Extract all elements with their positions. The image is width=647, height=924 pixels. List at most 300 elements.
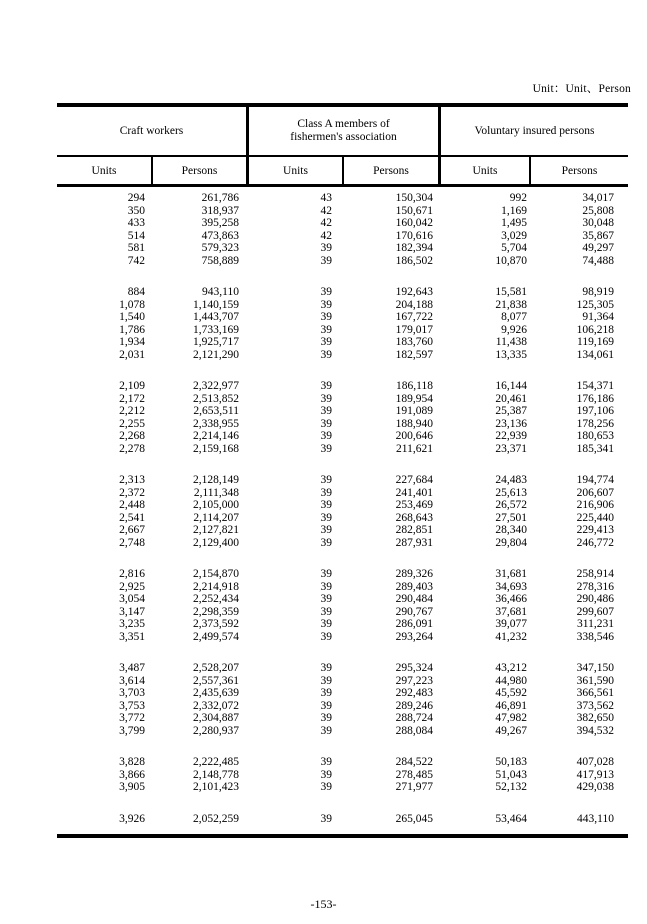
- table-row: [57, 712, 628, 725]
- column-group-label: Craft workers: [119, 124, 184, 137]
- row-group: [57, 286, 628, 361]
- column-group-label: Voluntary insured persons: [474, 124, 595, 137]
- cell-craft-units: 2,031: [119, 348, 145, 361]
- table-row: [57, 418, 628, 431]
- cell-craft-persons: 2,252,434: [193, 593, 239, 605]
- table-row: [57, 631, 628, 644]
- cell-craft-units: 3,828: [119, 756, 145, 768]
- cell-fishermen-units: 39: [320, 430, 332, 442]
- cell-fishermen-persons: 271,977: [395, 781, 433, 793]
- cell-voluntary-units: 43,212: [495, 662, 527, 674]
- table-row: [57, 443, 628, 456]
- cell-craft-units: 2,212: [119, 405, 145, 417]
- cell-fishermen-units: 39: [320, 687, 332, 699]
- cell-voluntary-persons: 206,607: [576, 486, 614, 499]
- cell-fishermen-persons: 284,522: [395, 756, 433, 768]
- cell-voluntary-persons: 35,867: [582, 229, 614, 242]
- row-group: [57, 380, 628, 455]
- table-row: [57, 769, 628, 782]
- cell-voluntary-units: 36,466: [495, 593, 527, 605]
- cell-voluntary-persons: 290,486: [576, 593, 614, 605]
- cell-fishermen-persons: 192,643: [395, 286, 433, 298]
- cell-craft-persons: 2,653,511: [193, 405, 239, 417]
- cell-voluntary-persons: 216,906: [576, 499, 614, 511]
- cell-fishermen-persons: 287,931: [395, 536, 433, 549]
- cell-craft-persons: 2,528,207: [193, 662, 239, 674]
- cell-craft-persons: 2,105,000: [193, 499, 239, 511]
- unit-note: Unit：Unit、Person: [532, 83, 631, 95]
- table-row: [57, 581, 628, 594]
- cell-craft-units: 2,313: [119, 474, 145, 486]
- cell-voluntary-persons: 176,186: [576, 392, 614, 405]
- cell-fishermen-units: 39: [320, 348, 332, 361]
- cell-craft-persons: 2,148,778: [193, 768, 239, 781]
- cell-craft-persons: 2,557,361: [193, 674, 239, 687]
- cell-voluntary-persons: 225,440: [576, 511, 614, 524]
- cell-voluntary-units: 25,387: [495, 405, 527, 417]
- cell-fishermen-units: 39: [320, 781, 332, 793]
- cell-voluntary-persons: 98,919: [582, 286, 614, 298]
- cell-fishermen-units: 39: [320, 605, 332, 618]
- cell-voluntary-units: 28,340: [495, 524, 527, 536]
- cell-craft-persons: 2,373,592: [193, 618, 239, 630]
- cell-voluntary-persons: 178,256: [576, 417, 614, 430]
- cell-voluntary-persons: 49,297: [582, 242, 614, 254]
- table-row: [57, 537, 628, 550]
- cell-voluntary-units: 9,926: [501, 323, 527, 336]
- cell-voluntary-persons: 382,650: [576, 712, 614, 724]
- cell-fishermen-units: 39: [320, 254, 332, 267]
- table-row: [57, 324, 628, 337]
- cell-craft-persons: 943,110: [202, 286, 239, 298]
- table-row: [57, 217, 628, 230]
- cell-craft-units: 2,172: [119, 392, 145, 405]
- cell-craft-persons: 2,127,821: [193, 524, 239, 536]
- column-group-craft-workers: [57, 107, 249, 155]
- cell-craft-units: 1,786: [119, 323, 145, 336]
- cell-voluntary-units: 23,371: [495, 442, 527, 455]
- cell-voluntary-units: 20,461: [495, 392, 527, 405]
- cell-fishermen-persons: 183,760: [395, 336, 433, 348]
- cell-craft-units: 3,054: [119, 593, 145, 605]
- cell-voluntary-persons: 229,413: [576, 524, 614, 536]
- cell-fishermen-persons: 265,045: [395, 812, 433, 825]
- cell-fishermen-persons: 189,954: [395, 392, 433, 405]
- table-row: [57, 405, 628, 418]
- cell-voluntary-units: 11,438: [495, 336, 527, 348]
- cell-fishermen-persons: 286,091: [395, 618, 433, 630]
- table-row: [57, 255, 628, 268]
- cell-craft-persons: 318,937: [201, 204, 239, 217]
- cell-voluntary-persons: 407,028: [576, 756, 614, 768]
- cell-craft-units: 2,255: [119, 417, 145, 430]
- cell-fishermen-units: 39: [320, 298, 332, 311]
- cell-fishermen-persons: 282,851: [395, 524, 433, 536]
- cell-craft-units: 433: [127, 217, 145, 229]
- cell-fishermen-units: 39: [320, 768, 332, 781]
- table-row: [57, 380, 628, 393]
- cell-craft-persons: 758,889: [201, 254, 239, 267]
- table-row: [57, 192, 628, 205]
- cell-fishermen-persons: 186,502: [395, 254, 433, 267]
- cell-craft-units: 1,540: [119, 311, 145, 323]
- cell-craft-units: 3,235: [119, 618, 145, 630]
- cell-craft-persons: 2,101,423: [193, 781, 239, 793]
- cell-voluntary-units: 15,581: [495, 286, 527, 298]
- row-group: [57, 756, 628, 794]
- cell-fishermen-units: 42: [320, 204, 332, 217]
- table-row: [57, 430, 628, 443]
- cell-craft-persons: 2,214,918: [193, 580, 239, 593]
- table-row: [57, 675, 628, 688]
- cell-voluntary-units: 31,681: [495, 568, 527, 580]
- cell-craft-persons: 473,863: [201, 229, 239, 242]
- table-row: [57, 349, 628, 362]
- cell-voluntary-units: 29,804: [495, 536, 527, 549]
- cell-craft-persons: 2,222,485: [193, 756, 239, 768]
- page-number: -153-: [310, 897, 337, 911]
- cell-craft-units: 3,926: [119, 812, 145, 825]
- cell-voluntary-units: 47,982: [495, 712, 527, 724]
- cell-voluntary-units: 41,232: [495, 630, 527, 643]
- cell-voluntary-units: 26,572: [495, 499, 527, 511]
- cell-voluntary-persons: 361,590: [576, 674, 614, 687]
- cell-fishermen-persons: 179,017: [395, 323, 433, 336]
- cell-fishermen-persons: 191,089: [395, 405, 433, 417]
- cell-fishermen-persons: 293,264: [395, 630, 433, 643]
- cell-craft-units: 3,351: [119, 630, 145, 643]
- cell-voluntary-persons: 134,061: [576, 348, 614, 361]
- cell-voluntary-units: 53,464: [495, 812, 527, 825]
- cell-craft-units: 3,799: [119, 724, 145, 737]
- cell-fishermen-units: 39: [320, 442, 332, 455]
- cell-craft-persons: 2,338,955: [193, 417, 239, 430]
- cell-fishermen-persons: 288,084: [395, 724, 433, 737]
- cell-craft-persons: 2,435,639: [193, 687, 239, 699]
- cell-fishermen-units: 39: [320, 618, 332, 630]
- cell-fishermen-units: 39: [320, 812, 332, 825]
- cell-craft-persons: 2,111,348: [193, 486, 239, 499]
- cell-fishermen-units: 39: [320, 392, 332, 405]
- cell-craft-persons: 1,443,707: [193, 311, 239, 323]
- table-row: [57, 487, 628, 500]
- cell-voluntary-persons: 125,305: [576, 298, 614, 311]
- cell-fishermen-persons: 253,469: [395, 499, 433, 511]
- statistics-table: [57, 103, 628, 838]
- cell-fishermen-units: 39: [320, 593, 332, 605]
- cell-voluntary-persons: 34,017: [582, 192, 614, 204]
- cell-voluntary-units: 25,613: [495, 486, 527, 499]
- cell-voluntary-units: 1,169: [501, 204, 527, 217]
- cell-voluntary-units: 34,693: [495, 580, 527, 593]
- cell-voluntary-units: 13,335: [495, 348, 527, 361]
- table-row: [57, 725, 628, 738]
- cell-voluntary-persons: 366,561: [576, 687, 614, 699]
- cell-voluntary-units: 21,838: [495, 298, 527, 311]
- cell-voluntary-units: 45,592: [495, 687, 527, 699]
- cell-fishermen-persons: 204,188: [395, 298, 433, 311]
- table-row: [57, 756, 628, 769]
- cell-craft-persons: 2,128,149: [193, 474, 239, 486]
- cell-fishermen-units: 39: [320, 630, 332, 643]
- cell-fishermen-units: 39: [320, 511, 332, 524]
- cell-fishermen-persons: 290,484: [395, 593, 433, 605]
- table-row: [57, 205, 628, 218]
- cell-craft-persons: 1,733,169: [193, 323, 239, 336]
- cell-voluntary-units: 49,267: [495, 724, 527, 737]
- cell-voluntary-persons: 246,772: [576, 536, 614, 549]
- cell-craft-persons: 2,322,977: [193, 380, 239, 392]
- cell-craft-units: 884: [127, 286, 145, 298]
- cell-fishermen-persons: 288,724: [395, 712, 433, 724]
- cell-fishermen-units: 43: [320, 192, 332, 204]
- cell-voluntary-units: 51,043: [495, 768, 527, 781]
- cell-voluntary-units: 16,144: [495, 380, 527, 392]
- column-group-label-line1: Class A members of: [297, 118, 390, 130]
- table-row: [57, 781, 628, 794]
- row-group: [57, 662, 628, 737]
- cell-voluntary-units: 22,939: [495, 430, 527, 442]
- cell-fishermen-units: 42: [320, 217, 332, 229]
- cell-fishermen-persons: 150,304: [395, 192, 433, 204]
- cell-voluntary-units: 5,704: [501, 242, 527, 254]
- cell-fishermen-persons: 182,394: [395, 242, 433, 254]
- cell-craft-units: 2,748: [119, 536, 145, 549]
- row-group: [57, 568, 628, 643]
- cell-craft-persons: 2,304,887: [193, 712, 239, 724]
- cell-craft-persons: 261,786: [201, 192, 239, 204]
- cell-fishermen-units: 39: [320, 311, 332, 323]
- table-row: [57, 568, 628, 581]
- table-row: [57, 512, 628, 525]
- cell-voluntary-units: 24,483: [495, 474, 527, 486]
- row-group: [57, 192, 628, 267]
- cell-craft-units: 3,147: [119, 605, 145, 618]
- cell-voluntary-units: 3,029: [501, 229, 527, 242]
- table-row: [57, 662, 628, 675]
- cell-fishermen-units: 39: [320, 674, 332, 687]
- cell-craft-units: 3,772: [119, 712, 145, 724]
- cell-fishermen-units: 39: [320, 662, 332, 674]
- cell-craft-units: 2,448: [119, 499, 145, 511]
- cell-craft-persons: 1,925,717: [193, 336, 239, 348]
- cell-voluntary-persons: 25,808: [582, 204, 614, 217]
- cell-fishermen-persons: 160,042: [395, 217, 433, 229]
- table-row: [57, 687, 628, 700]
- cell-fishermen-units: 39: [320, 499, 332, 511]
- cell-craft-persons: 2,154,870: [193, 568, 239, 580]
- table-row: [57, 618, 628, 631]
- cell-voluntary-persons: 91,364: [582, 311, 614, 323]
- cell-voluntary-persons: 299,607: [576, 605, 614, 618]
- cell-craft-units: 2,109: [119, 380, 145, 392]
- cell-craft-persons: 2,332,072: [193, 699, 239, 712]
- table-row: [57, 393, 628, 406]
- cell-fishermen-persons: 290,767: [395, 605, 433, 618]
- cell-voluntary-persons: 429,038: [576, 781, 614, 793]
- cell-voluntary-units: 992: [509, 192, 527, 204]
- cell-fishermen-units: 39: [320, 380, 332, 392]
- cell-voluntary-persons: 194,774: [576, 474, 614, 486]
- column-group-fishermen-association: [249, 107, 441, 155]
- cell-craft-units: 3,866: [119, 768, 145, 781]
- table-row: [57, 242, 628, 255]
- cell-craft-units: 294: [127, 192, 145, 204]
- cell-voluntary-units: 8,077: [501, 311, 527, 323]
- cell-craft-persons: 2,214,146: [193, 430, 239, 442]
- cell-craft-units: 514: [127, 229, 145, 242]
- cell-voluntary-persons: 197,106: [576, 405, 614, 417]
- cell-craft-persons: 2,513,852: [193, 392, 239, 405]
- cell-fishermen-persons: 292,483: [395, 687, 433, 699]
- cell-craft-persons: 2,280,937: [193, 724, 239, 737]
- table-body: [57, 184, 628, 834]
- cell-craft-units: 3,703: [119, 687, 145, 699]
- cell-fishermen-units: 42: [320, 229, 332, 242]
- table-subheaders: [57, 155, 628, 184]
- cell-craft-persons: 2,129,400: [193, 536, 239, 549]
- cell-fishermen-units: 39: [320, 712, 332, 724]
- cell-fishermen-units: 39: [320, 486, 332, 499]
- table-row: [57, 299, 628, 312]
- cell-craft-units: 2,925: [119, 580, 145, 593]
- cell-craft-persons: 2,121,290: [193, 348, 239, 361]
- cell-voluntary-persons: 258,914: [576, 568, 614, 580]
- cell-fishermen-units: 39: [320, 286, 332, 298]
- column-group-voluntary-insured: [441, 107, 628, 155]
- cell-craft-units: 2,278: [119, 442, 145, 455]
- cell-voluntary-persons: 417,913: [576, 768, 614, 781]
- cell-craft-persons: 2,114,207: [193, 511, 239, 524]
- cell-voluntary-persons: 443,110: [577, 812, 614, 825]
- subheader-craft-units: Units: [57, 157, 153, 184]
- cell-voluntary-units: 50,183: [495, 756, 527, 768]
- cell-craft-persons: 2,499,574: [193, 630, 239, 643]
- table-header-groups: [57, 107, 628, 155]
- cell-craft-persons: 2,298,359: [193, 605, 239, 618]
- subheader-fishermen-units: Units: [249, 157, 344, 184]
- cell-fishermen-persons: 186,118: [396, 380, 433, 392]
- cell-fishermen-units: 39: [320, 405, 332, 417]
- cell-fishermen-persons: 289,403: [395, 580, 433, 593]
- cell-craft-units: 3,614: [119, 674, 145, 687]
- cell-voluntary-units: 23,136: [495, 417, 527, 430]
- cell-craft-persons: 2,052,259: [193, 812, 239, 825]
- cell-craft-units: 2,667: [119, 524, 145, 536]
- cell-craft-persons: 2,159,168: [193, 442, 239, 455]
- table-row: [57, 813, 628, 826]
- row-group: [57, 474, 628, 549]
- cell-fishermen-units: 39: [320, 536, 332, 549]
- cell-fishermen-persons: 170,616: [395, 229, 433, 242]
- cell-voluntary-persons: 119,169: [577, 336, 614, 348]
- subheader-voluntary-units: Units: [441, 157, 531, 184]
- table-row: [57, 230, 628, 243]
- cell-fishermen-persons: 295,324: [395, 662, 433, 674]
- cell-craft-persons: 395,258: [201, 217, 239, 229]
- cell-voluntary-persons: 311,231: [577, 618, 614, 630]
- cell-fishermen-persons: 167,722: [395, 311, 433, 323]
- table-row: [57, 311, 628, 324]
- cell-voluntary-units: 44,980: [495, 674, 527, 687]
- cell-fishermen-units: 39: [320, 474, 332, 486]
- table-row: [57, 474, 628, 487]
- cell-voluntary-persons: 347,150: [576, 662, 614, 674]
- cell-fishermen-units: 39: [320, 336, 332, 348]
- cell-voluntary-units: 10,870: [495, 254, 527, 267]
- subheader-fishermen-persons: Persons: [344, 157, 441, 184]
- table-row: [57, 606, 628, 619]
- cell-voluntary-persons: 30,048: [582, 217, 614, 229]
- cell-voluntary-units: 1,495: [501, 217, 527, 229]
- table-row: [57, 700, 628, 713]
- cell-fishermen-units: 39: [320, 580, 332, 593]
- cell-voluntary-persons: 373,562: [576, 699, 614, 712]
- table-row: [57, 593, 628, 606]
- cell-fishermen-persons: 227,684: [395, 474, 433, 486]
- cell-fishermen-units: 39: [320, 524, 332, 536]
- cell-craft-persons: 1,140,159: [193, 298, 239, 311]
- cell-craft-units: 1,078: [119, 298, 145, 311]
- table-row: [57, 524, 628, 537]
- cell-fishermen-units: 39: [320, 724, 332, 737]
- cell-craft-units: 3,905: [119, 781, 145, 793]
- cell-craft-units: 2,541: [119, 511, 145, 524]
- cell-craft-units: 2,816: [119, 568, 145, 580]
- cell-voluntary-persons: 180,653: [576, 430, 614, 442]
- cell-voluntary-units: 27,501: [495, 511, 527, 524]
- cell-fishermen-units: 39: [320, 323, 332, 336]
- cell-voluntary-persons: 106,218: [576, 323, 614, 336]
- table-row: [57, 286, 628, 299]
- subheader-voluntary-persons: Persons: [561, 164, 598, 177]
- cell-craft-persons: 579,323: [201, 242, 239, 254]
- cell-fishermen-units: 39: [320, 242, 332, 254]
- cell-fishermen-persons: 289,326: [395, 568, 433, 580]
- cell-craft-units: 3,487: [119, 662, 145, 674]
- cell-craft-units: 3,753: [119, 699, 145, 712]
- cell-fishermen-persons: 297,223: [395, 674, 433, 687]
- cell-fishermen-persons: 289,246: [395, 699, 433, 712]
- subheader-craft-persons: Persons: [153, 157, 249, 184]
- cell-fishermen-persons: 200,646: [395, 430, 433, 442]
- cell-voluntary-persons: 278,316: [576, 580, 614, 593]
- cell-craft-units: 2,372: [119, 486, 145, 499]
- cell-voluntary-persons: 74,488: [582, 254, 614, 267]
- cell-voluntary-units: 37,681: [495, 605, 527, 618]
- cell-fishermen-units: 39: [320, 756, 332, 768]
- cell-fishermen-persons: 268,643: [395, 511, 433, 524]
- cell-voluntary-units: 46,891: [495, 699, 527, 712]
- table-row: [57, 336, 628, 349]
- cell-craft-units: 1,934: [119, 336, 145, 348]
- cell-fishermen-persons: 188,940: [395, 417, 433, 430]
- cell-voluntary-units: 39,077: [495, 618, 527, 630]
- cell-voluntary-persons: 154,371: [576, 380, 614, 392]
- cell-fishermen-units: 39: [320, 568, 332, 580]
- cell-voluntary-units: 52,132: [495, 781, 527, 793]
- cell-fishermen-persons: 182,597: [395, 348, 433, 361]
- cell-fishermen-persons: 278,485: [395, 768, 433, 781]
- row-group: [57, 813, 628, 826]
- cell-fishermen-units: 39: [320, 699, 332, 712]
- table-row: [57, 499, 628, 512]
- cell-craft-units: 2,268: [119, 430, 145, 442]
- cell-voluntary-persons: 394,532: [576, 724, 614, 737]
- cell-voluntary-persons: 338,546: [576, 630, 614, 643]
- cell-fishermen-persons: 211,621: [396, 442, 433, 455]
- cell-fishermen-persons: 241,401: [395, 486, 433, 499]
